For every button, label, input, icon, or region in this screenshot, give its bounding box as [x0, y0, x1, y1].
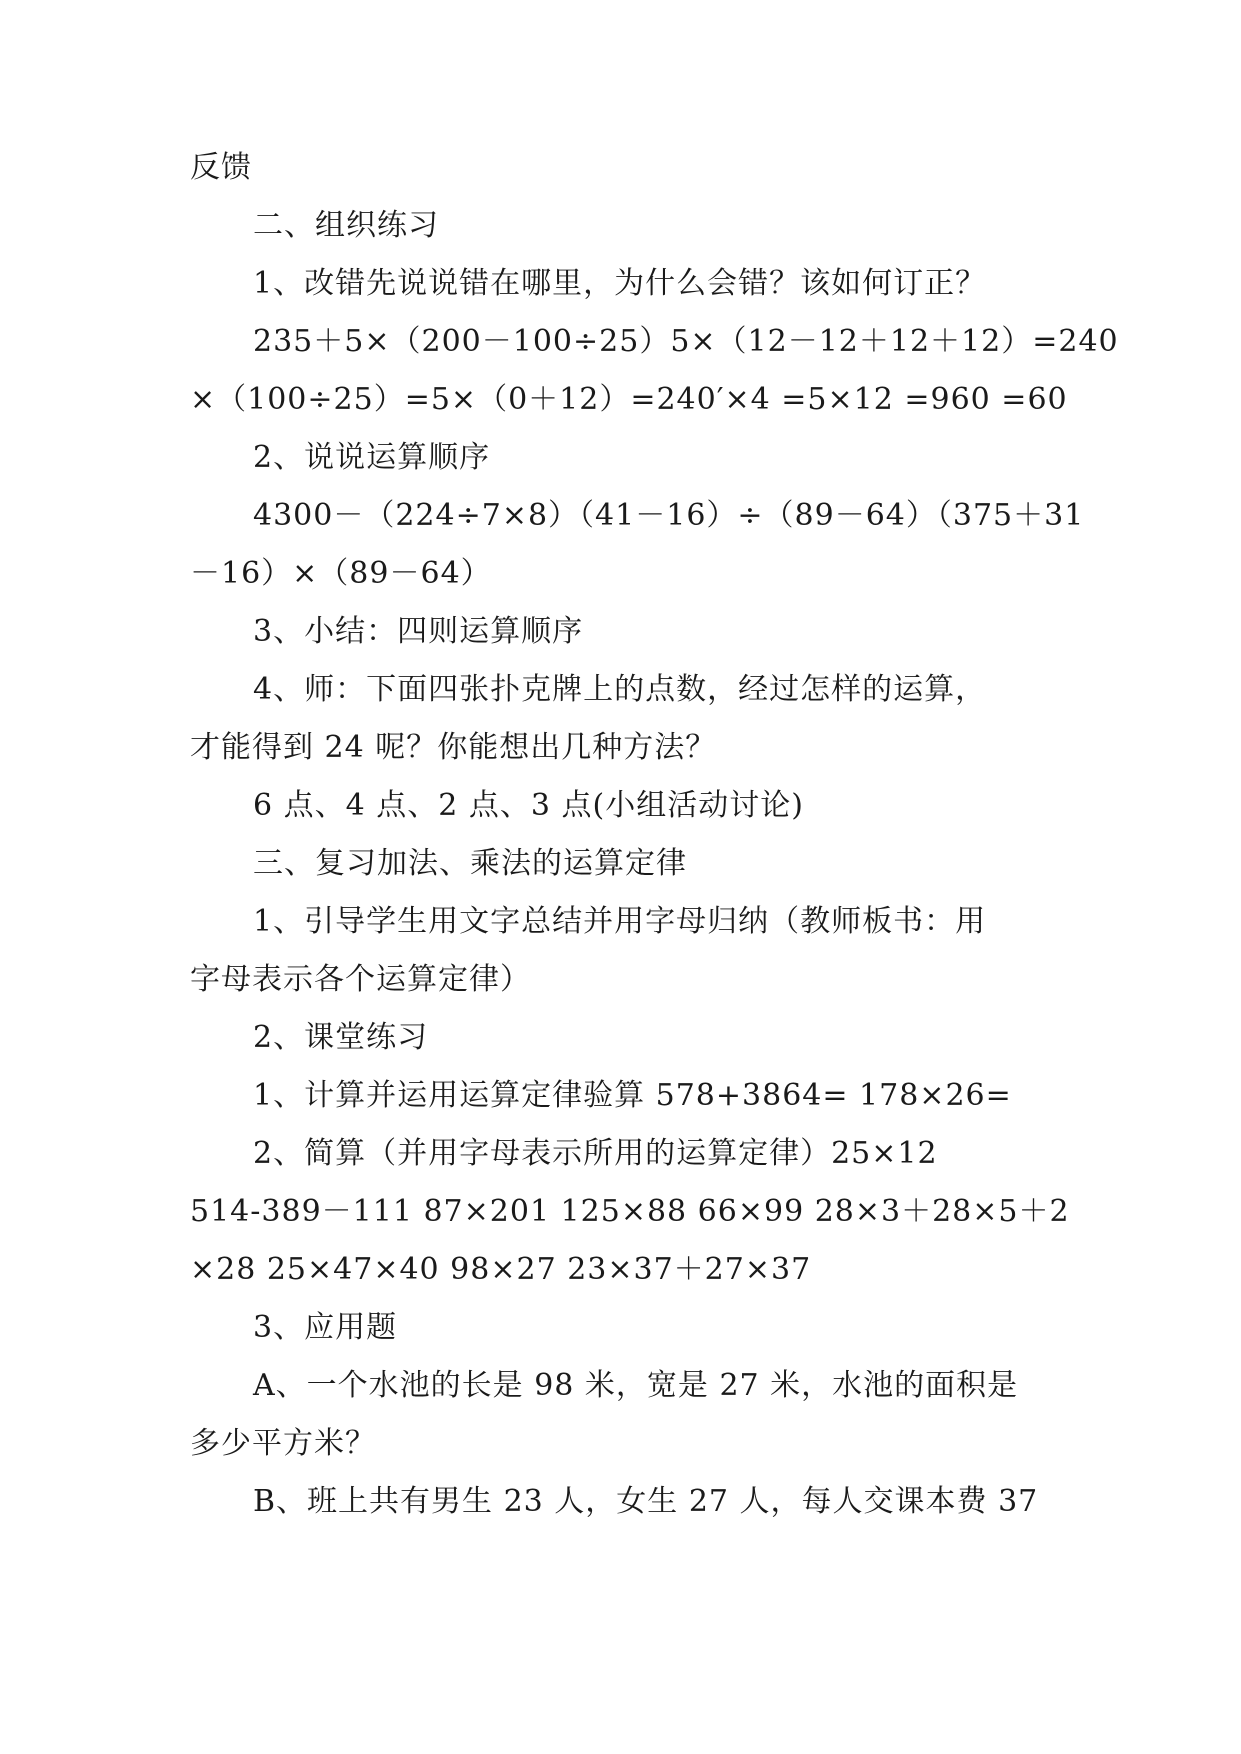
text-line: 514-389－111 87×201 125×88 66×99 28×3＋28×5＋2	[190, 1194, 1070, 1229]
text-line: 2、课堂练习	[253, 1020, 429, 1055]
text-line: ×（100÷25）=5×（0＋12）=240′×4 =5×12 =960 =60	[190, 382, 1068, 417]
section-heading: 三、复习加法、乘法的运算定律	[253, 846, 687, 881]
text-line: 2、说说运算顺序	[253, 440, 491, 475]
text-line: 4300－（224÷7×8）（41－16）÷（89－64）（375＋31	[253, 498, 1085, 533]
text-line: 反馈	[190, 150, 252, 185]
text-line: 1、引导学生用文字总结并用字母归纳（教师板书：用	[253, 904, 987, 939]
text-line: 字母表示各个运算定律）	[190, 962, 531, 997]
text-line: 才能得到 24 呢？你能想出几种方法？	[190, 730, 717, 765]
text-line: 3、应用题	[253, 1310, 398, 1345]
text-line: B、班上共有男生 23 人，女生 27 人，每人交课本费 37	[253, 1484, 1039, 1519]
text-line: 1、计算并运用运算定律验算 578+3864= 178×26=	[253, 1078, 1012, 1113]
text-line: 235＋5×（200－100÷25）5×（12－12＋12＋12）=240	[253, 324, 1119, 359]
text-line: －16）×（89－64）	[190, 556, 492, 591]
text-line: A、一个水池的长是 98 米，宽是 27 米，水池的面积是	[253, 1368, 1019, 1403]
text-line: 3、小结：四则运算顺序	[253, 614, 584, 649]
section-heading: 二、组织练习	[253, 208, 439, 243]
text-line: 多少平方米？	[190, 1426, 376, 1461]
text-line: 2、简算（并用字母表示所用的运算定律）25×12	[253, 1136, 938, 1171]
text-line: 6 点、4 点、2 点、3 点(小组活动讨论)	[253, 788, 804, 823]
text-line: 1、改错先说说错在哪里，为什么会错？该如何订正？	[253, 266, 987, 301]
text-line: ×28 25×47×40 98×27 23×37＋27×37	[190, 1252, 812, 1287]
text-line: 4、师：下面四张扑克牌上的点数，经过怎样的运算，	[253, 672, 987, 707]
